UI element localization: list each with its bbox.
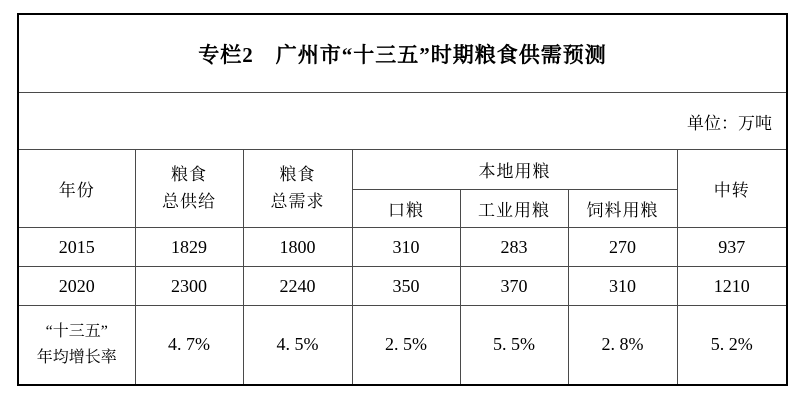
- panel-box: [17, 13, 788, 386]
- cell-ration: 2. 5%: [352, 305, 460, 384]
- cell-feed: 310: [568, 267, 677, 305]
- unit-label: 单位：万吨: [687, 113, 772, 133]
- col-header-total-demand-line2: 总需求: [270, 191, 325, 211]
- cell-growth-label-line1: “十三五”: [45, 323, 108, 341]
- cell-supply: 1829: [135, 228, 243, 267]
- title-band: [19, 15, 786, 93]
- col-header-total-demand: [243, 150, 352, 228]
- col-header-transit: 中转: [677, 150, 786, 228]
- col-group-header-local-use: 本地用粮: [352, 150, 677, 189]
- cell-demand: 2240: [243, 267, 352, 305]
- col-header-total-supply-line2: 总供给: [162, 191, 216, 211]
- cell-feed: 2. 8%: [568, 305, 677, 384]
- table-row-growth-rate: [19, 305, 786, 384]
- cell-supply: 2300: [135, 267, 243, 305]
- cell-transit: 5. 2%: [677, 305, 786, 384]
- cell-growth-label-line2: 年均增长率: [36, 348, 117, 366]
- cell-year: 2020: [19, 267, 135, 305]
- panel-title: 专栏2 广州市“十三五”时期粮食供需预测: [198, 42, 607, 67]
- cell-transit: 937: [677, 228, 786, 267]
- cell-demand: 1800: [243, 228, 352, 267]
- cell-feed: 270: [568, 228, 677, 267]
- cell-industrial: 5. 5%: [460, 305, 568, 384]
- table-row-2015: [19, 228, 786, 267]
- grain-forecast-table: [19, 150, 786, 384]
- cell-industrial: 283: [460, 228, 568, 267]
- cell-growth-label: [19, 305, 135, 384]
- col-header-year: 年份: [19, 150, 135, 228]
- unit-band: [19, 93, 786, 150]
- cell-supply: 4. 7%: [135, 305, 243, 384]
- cell-industrial: 370: [460, 267, 568, 305]
- cell-ration: 350: [352, 267, 460, 305]
- cell-transit: 1210: [677, 267, 786, 305]
- col-header-feed: 饲料用粮: [568, 189, 677, 227]
- col-header-total-demand-line1: 粮食: [279, 165, 316, 185]
- table-row-2020: [19, 267, 786, 305]
- cell-ration: 310: [352, 228, 460, 267]
- cell-demand: 4. 5%: [243, 305, 352, 384]
- col-header-industrial: 工业用粮: [460, 189, 568, 227]
- col-header-total-supply: [135, 150, 243, 228]
- col-header-ration: 口粮: [352, 189, 460, 227]
- cell-year: 2015: [19, 228, 135, 267]
- col-header-total-supply-line1: 粮食: [171, 165, 207, 185]
